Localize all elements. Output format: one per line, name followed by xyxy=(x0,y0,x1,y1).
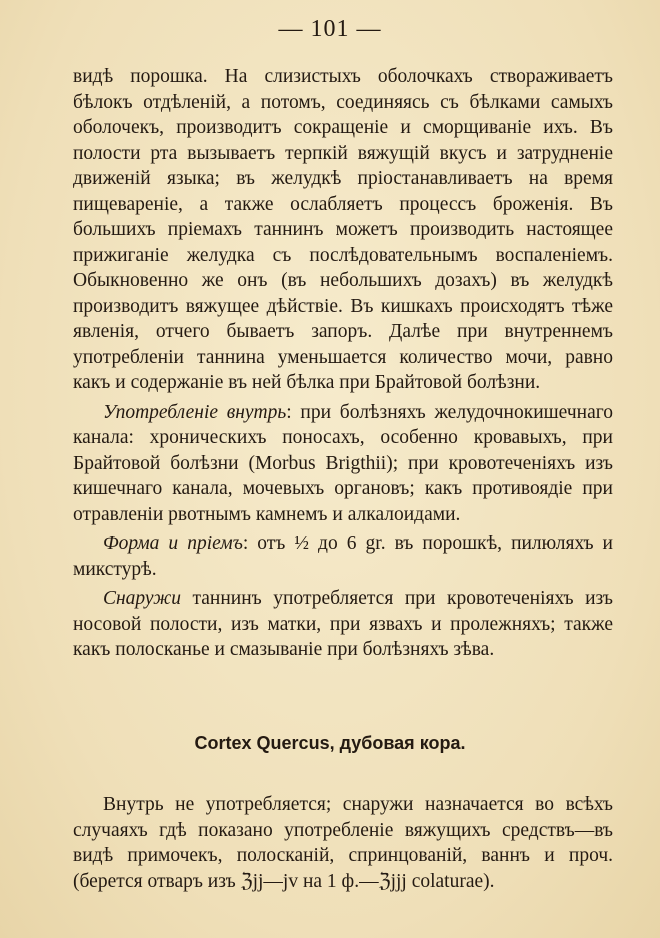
paragraph-internal-use xyxy=(73,400,613,528)
paragraph-external-use xyxy=(73,586,613,663)
paragraph-text: : при болѣзняхъ желудочнокишечнаго канала: хроническихъ поносахъ, особенно кровавыхъ, при Брайтовой болѣзни (Morbus Brigthii); при кровотеченіяхъ изъ кишечнаго канала, мочевыхъ органовъ; какъ противоядіе при отравленіи рвотнымъ камнемъ и алкалоидами. xyxy=(73,401,613,525)
paragraph-text: видѣ порошка. На слизистыхъ оболочкахъ створаживаетъ бѣлокъ отдѣленій, а потомъ, соединяясь съ бѣлками самыхъ оболочекъ, производитъ сокращеніе и сморщиваніе ихъ. Въ полости рта вызываетъ терпкій вяжущій вкусъ и затрудненіе движеній языка; въ желудкѣ пріостанавливаетъ на время пищевареніе, а также ослабляетъ процессъ броженія. Въ большихъ пріемахъ таннинъ можетъ производить настоящее прижиганіе желудка съ послѣдовательнымъ воспаленіемъ. Обыкновенно же онъ (въ небольшихъ дозахъ) въ желудкѣ производитъ вяжущее дѣйствіе. Въ кишкахъ происходятъ тѣже явленія, отчего бываетъ запоръ. Далѣе при внутреннемъ употребленіи таннина уменьшается количество мочи, равно какъ и содержаніе въ ней бѣлка при Брайтовой болѣзни. xyxy=(73,66,613,393)
paragraph-text: : отъ ½ до 6 gr. въ порошкѣ, пилюляхъ и микстурѣ. xyxy=(73,533,613,580)
paragraph-oak-bark: Внутрь не употребляется; снаружи назначается во всѣхъ случаяхъ гдѣ показано употребленіе вяжущихъ средствъ—въ видѣ примочекъ, полосканій, спринцованій, ваннъ и проч. (берется отваръ изъ ℨjj—jv на 1 ф.—ℨjjj colaturae). xyxy=(73,794,613,892)
paragraph-form-and-dose xyxy=(73,531,613,582)
paragraph-lead: Форма и пріемъ xyxy=(103,533,243,554)
paragraph-effects xyxy=(73,64,613,396)
section-body xyxy=(73,792,613,894)
page-number: — 101 — xyxy=(278,16,382,42)
body-text xyxy=(73,64,613,663)
paragraph-lead: Употребленіе внутрь xyxy=(103,401,287,423)
paragraph-lead: Снаружи xyxy=(103,588,181,609)
section-heading: Cortex Quercus, дубовая кора. xyxy=(194,733,466,753)
paragraph-text: таннинъ употребляется при кровотеченіяхъ изъ носовой полости, изъ матки, при язвахъ и пролежняхъ; также какъ полосканье и смазываніе при болѣзняхъ зѣва. xyxy=(73,588,613,660)
